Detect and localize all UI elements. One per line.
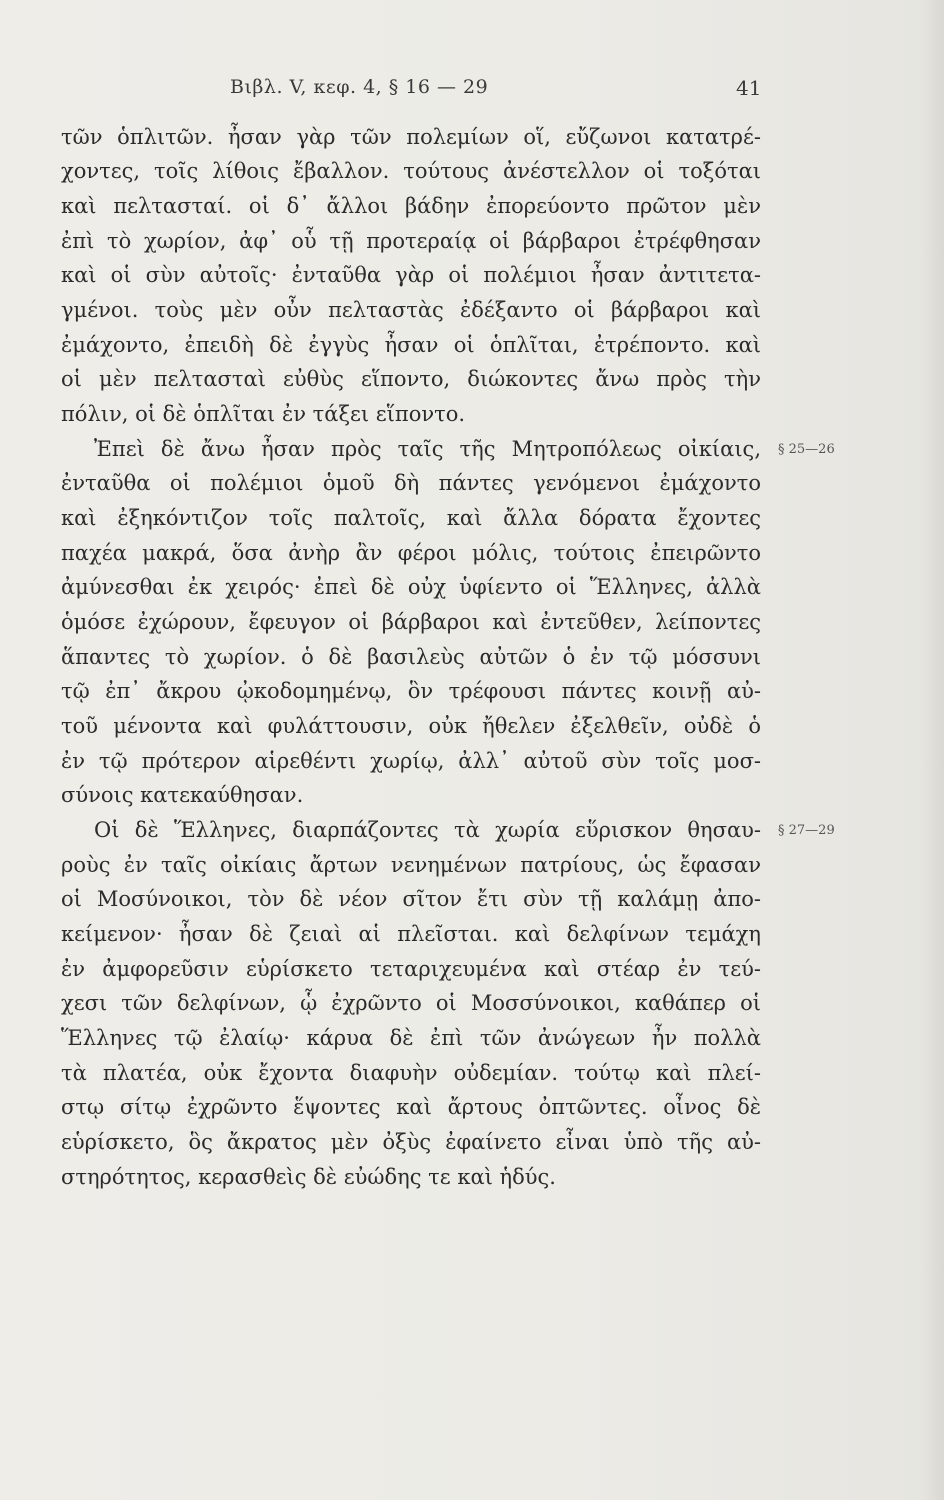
text-line: τὰ πλατέα, οὐκ ἔχοντα διαφυὴν οὐδεμίαν. τούτῳ καὶ πλεί- [61,1061,761,1085]
running-head [0,76,944,104]
running-head-title: Βιβλ. V, κεφ. 4, § 16 — 29 [230,76,489,98]
text-line: χεσι τῶν δελφίνων, ᾧ ἐχρῶντο οἱ Μοσσύνοικοι, καθάπερ οἱ [61,991,761,1015]
text-line: κείμενον· ἦσαν δὲ ζειαὶ αἱ πλεῖσται. καὶ δελφίνων τεμάχη [61,922,761,946]
text-line: οἱ Μοσύνοικοι, τὸν δὲ νέον σῖτον ἔτι σὺν τῇ καλάμῃ ἀπο- [61,887,761,911]
margin-note-section: § 27—29 [778,823,835,838]
text-line: Οἱ δὲ Ἕλληνες, διαρπάζοντες τὰ χωρία εὕρισκον θησαυ- [94,818,761,842]
text-line: ἀμύνεσθαι ἐκ χειρός· ἐπεὶ δὲ οὐχ ὑφίεντο οἱ Ἕλληνες, ἀλλὰ [61,575,761,599]
text-line: καὶ οἱ σὺν αὐτοῖς· ἐνταῦθα γὰρ οἱ πολέμιοι ἦσαν ἀντιτετα- [61,263,761,287]
text-line: καὶ πελτασταί. οἱ δ᾽ ἄλλοι βάδην ἐπορεύοντο πρῶτον μὲν [61,194,761,218]
text-line: εὑρίσκετο, ὃς ἄκρατος μὲν ὀξὺς ἐφαίνετο εἶναι ὑπὸ τῆς αὐ- [61,1130,761,1154]
text-line: σύνοις κατεκαύθησαν. [61,783,304,807]
text-line: ροὺς ἐν ταῖς οἰκίαις ἄρτων νενημένων πατρίους, ὡς ἔφασαν [61,853,761,877]
margin-note-section: § 25—26 [778,442,835,457]
text-line: χοντες, τοῖς λίθοις ἔβαλλον. τούτους ἀνέστελλον οἱ τοξόται [61,159,761,183]
text-line: στηρότητος, κερασθεὶς δὲ εὐώδης τε καὶ ἡδύς. [61,1165,556,1189]
text-line: τοῦ μένοντα καὶ φυλάττουσιν, οὐκ ἤθελεν ἐξελθεῖν, οὐδὲ ὁ [61,714,761,738]
text-line: ἐν τῷ πρότερον αἱρεθέντι χωρίῳ, ἀλλ᾽ αὐτοῦ σὺν τοῖς μοσ- [61,749,761,773]
text-line: ἐπὶ τὸ χωρίον, ἀφ᾽ οὗ τῇ προτεραίᾳ οἱ βάρβαροι ἐτρέφθησαν [61,229,761,253]
text-line: καὶ ἐξηκόντιζον τοῖς παλτοῖς, καὶ ἄλλα δόρατα ἔχοντες [61,506,761,530]
text-line: παχέα μακρά, ὅσα ἀνὴρ ἂν φέροι μόλις, τούτοις ἐπειρῶντο [61,541,761,565]
text-line: οἱ μὲν πελτασταὶ εὐθὺς εἵποντο, διώκοντες ἄνω πρὸς τὴν [61,367,761,391]
text-line: ἐνταῦθα οἱ πολέμιοι ὁμοῦ δὴ πάντες γενόμενοι ἐμάχοντο [61,471,761,495]
text-line: ἅπαντες τὸ χωρίον. ὁ δὲ βασιλεὺς αὐτῶν ὁ ἐν τῷ μόσσυνι [61,645,761,669]
text-line: ἐν ἀμφορεῦσιν εὑρίσκετο τεταριχευμένα καὶ στέαρ ἐν τεύ- [61,957,761,981]
text-line: Ἐπεὶ δὲ ἄνω ἦσαν πρὸς ταῖς τῆς Μητροπόλεως οἰκίαις, [94,437,761,461]
page-number: 41 [736,76,762,100]
text-line: στῳ σίτῳ ἐχρῶντο ἕψοντες καὶ ἄρτους ὀπτῶντες. οἶνος δὲ [61,1095,761,1119]
text-line: τῶν ὁπλιτῶν. ἦσαν γὰρ τῶν πολεμίων οἵ, εὔζωνοι κατατρέ- [61,125,761,149]
text-line: γμένοι. τοὺς μὲν οὖν πελταστὰς ἐδέξαντο οἱ βάρβαροι καὶ [61,298,761,322]
text-line: Ἕλληνες τῷ ἐλαίῳ· κάρυα δὲ ἐπὶ τῶν ἀνώγεων ἦν πολλὰ [61,1026,761,1050]
text-line: ἐμάχοντο, ἐπειδὴ δὲ ἐγγὺς ἦσαν οἱ ὁπλῖται, ἐτρέποντο. καὶ [61,333,761,357]
text-line: πόλιν, οἱ δὲ ὁπλῖται ἐν τάξει εἵποντο. [61,402,466,426]
page-edge-shadow [920,0,944,1500]
text-line: τῷ ἐπ᾽ ἄκρου ᾠκοδομημένῳ, ὃν τρέφουσι πάντες κοινῇ αὐ- [61,679,761,703]
text-line: ὁμόσε ἐχώρουν, ἔφευγον οἱ βάρβαροι καὶ ἐντεῦθεν, λείποντες [61,610,761,634]
